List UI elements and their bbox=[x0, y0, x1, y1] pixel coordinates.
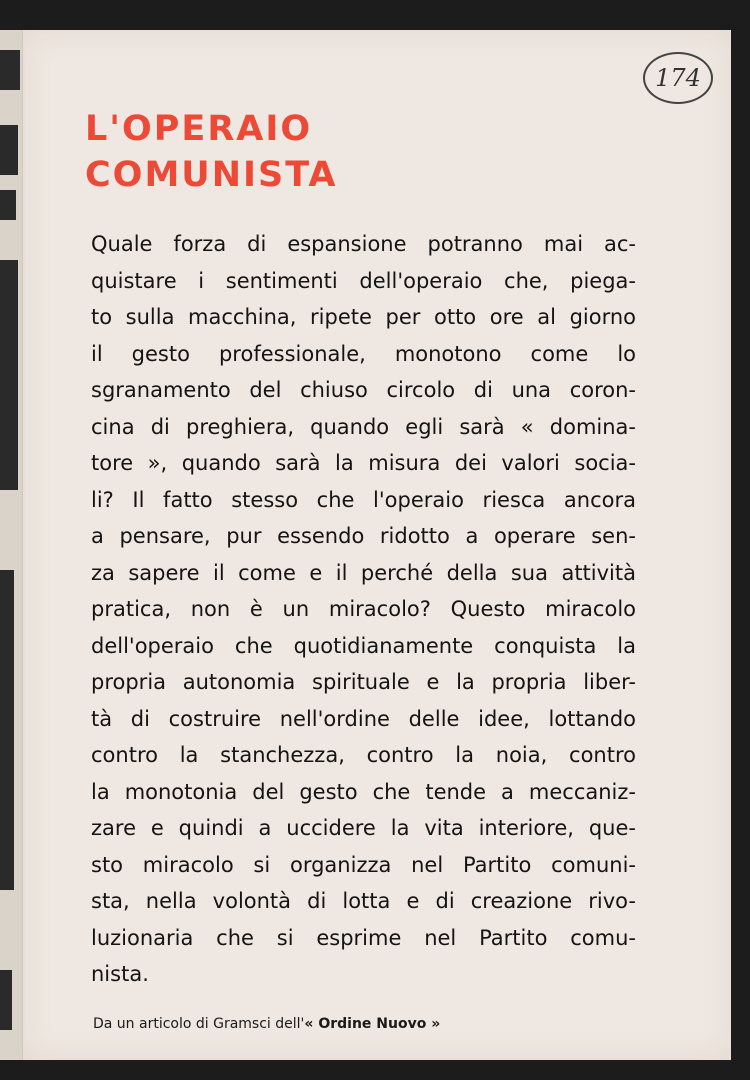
body-line: li? Il fatto stesso che l'operaio riesca ancora bbox=[91, 487, 636, 512]
body-line: to sulla macchina, ripete per otto ore al giorno bbox=[91, 305, 636, 329]
page-number-stamp: 174 bbox=[643, 52, 713, 104]
body-line: sta, nella volontà di lotta e di creazione rivo- bbox=[91, 889, 636, 913]
body-line: sgranamento del chiuso circolo di una coron- bbox=[91, 378, 636, 402]
body-line: Quale forza di espansione potranno mai ac- bbox=[91, 232, 636, 256]
body-line: sto miracolo si organizza nel Partito comuni- bbox=[91, 852, 636, 877]
title-line-2: COMUNISTA bbox=[85, 155, 338, 195]
body-line: za sapere il come e il perché della sua attività bbox=[91, 560, 636, 585]
body-line: nista. bbox=[91, 962, 149, 986]
source-attribution bbox=[93, 1016, 440, 1032]
article-body bbox=[91, 226, 636, 993]
body-line: a pensare, pur essendo ridotto a operare sen- bbox=[91, 524, 636, 548]
body-line: contro la stanchezza, contro la noia, contro bbox=[91, 743, 636, 767]
body-line: propria autonomia spirituale e la propria liber- bbox=[91, 670, 636, 694]
attribution-prefix: Da un articolo di Gramsci dell' bbox=[93, 1016, 305, 1032]
title-line-1: L'OPERAIO bbox=[85, 109, 313, 149]
body-line: il gesto professionale, monotono come lo bbox=[91, 341, 636, 366]
attribution-source: « Ordine Nuovo » bbox=[304, 1016, 441, 1032]
body-line: pratica, non è un miracolo? Questo miracolo bbox=[91, 597, 636, 621]
body-line: la monotonia del gesto che tende a meccaniz- bbox=[91, 779, 636, 804]
body-line: luzionaria che si esprime nel Partito comu- bbox=[91, 925, 636, 950]
body-line: cina di preghiera, quando egli sarà « domina- bbox=[91, 414, 636, 439]
body-line: tore », quando sarà la misura dei valori socia- bbox=[91, 451, 636, 475]
body-line: quistare i sentimenti dell'operaio che, piega- bbox=[91, 268, 636, 293]
body-line: tà di costruire nell'ordine delle idee, lottando bbox=[91, 706, 636, 731]
document-page bbox=[22, 30, 731, 1060]
article-title bbox=[85, 106, 645, 198]
body-line: zare e quindi a uccidere la vita interiore, que- bbox=[91, 816, 636, 840]
adjacent-page-edge bbox=[0, 30, 22, 1060]
body-line: dell'operaio che quotidianamente conquista la bbox=[91, 633, 636, 658]
